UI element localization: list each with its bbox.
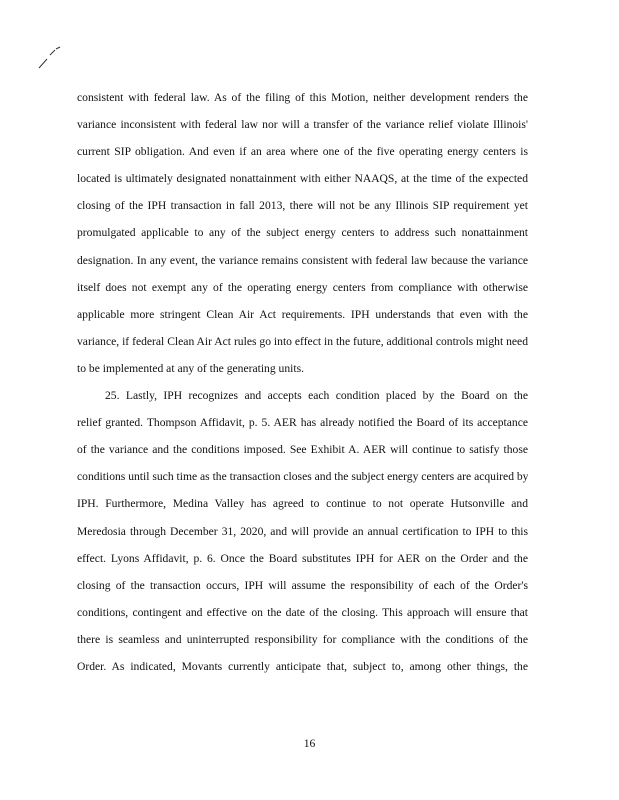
body-text bbox=[77, 84, 528, 680]
text-line: current SIP obligation. And even if an area where one of the five operating energy centers is bbox=[77, 145, 528, 159]
text-line: Meredosia through December 31, 2020, and will provide an annual certification to IPH to this bbox=[77, 524, 528, 538]
text-line: IPH. Furthermore, Medina Valley has agreed to continue to not operate Hutsonville and bbox=[77, 497, 528, 511]
text-line: there is seamless and uninterrupted responsibility for compliance with the conditions of the bbox=[77, 632, 528, 646]
paragraph-25-first-line: 25. Lastly, IPH recognizes and accepts each condition placed by the Board on the bbox=[105, 389, 528, 403]
text-line: itself does not exempt any of the operating energy centers from compliance with otherwise bbox=[77, 280, 528, 294]
text-line: closing of the IPH transaction in fall 2013, there will not be any Illinois SIP requirement yet bbox=[77, 199, 528, 213]
text-line: Order. As indicated, Movants currently anticipate that, subject to, among other things, the bbox=[77, 659, 528, 673]
text-line: effect. Lyons Affidavit, p. 6. Once the Board substitutes IPH for AER on the Order and the bbox=[77, 551, 528, 565]
text-line: designation. In any event, the variance remains consistent with federal law because the variance bbox=[77, 253, 528, 267]
text-line: closing of the transaction occurs, IPH will assume the responsibility of each of the Order's bbox=[77, 578, 528, 592]
text-line: variance inconsistent with federal law nor will a transfer of the variance relief violate Illinois' bbox=[77, 118, 528, 132]
text-line: consistent with federal law. As of the filing of this Motion, neither development renders the bbox=[77, 91, 528, 104]
text-line: promulgated applicable to any of the subject energy centers to address such nonattainment bbox=[77, 226, 528, 240]
text-line: located is ultimately designated nonattainment with either NAAQS, at the time of the expected bbox=[77, 172, 528, 186]
text-line: applicable more stringent Clean Air Act requirements. IPH understands that even with the bbox=[77, 307, 528, 321]
text-line: conditions, contingent and effective on the date of the closing. This approach will ensure that bbox=[77, 605, 528, 619]
text-line: variance, if federal Clean Air Act rules go into effect in the future, additional controls might need bbox=[77, 334, 528, 348]
text-line: to be implemented at any of the generating units. bbox=[77, 361, 304, 375]
text-line: of the variance and the conditions imposed. See Exhibit A. AER will continue to satisfy those bbox=[77, 443, 528, 457]
page-number: 16 bbox=[303, 737, 316, 750]
handwritten-mark-icon bbox=[36, 46, 62, 70]
text-line: conditions until such time as the transaction closes and the subject energy centers are acquired by bbox=[77, 470, 528, 484]
text-line: relief granted. Thompson Affidavit, p. 5. AER has already notified the Board of its acceptance bbox=[77, 416, 528, 430]
